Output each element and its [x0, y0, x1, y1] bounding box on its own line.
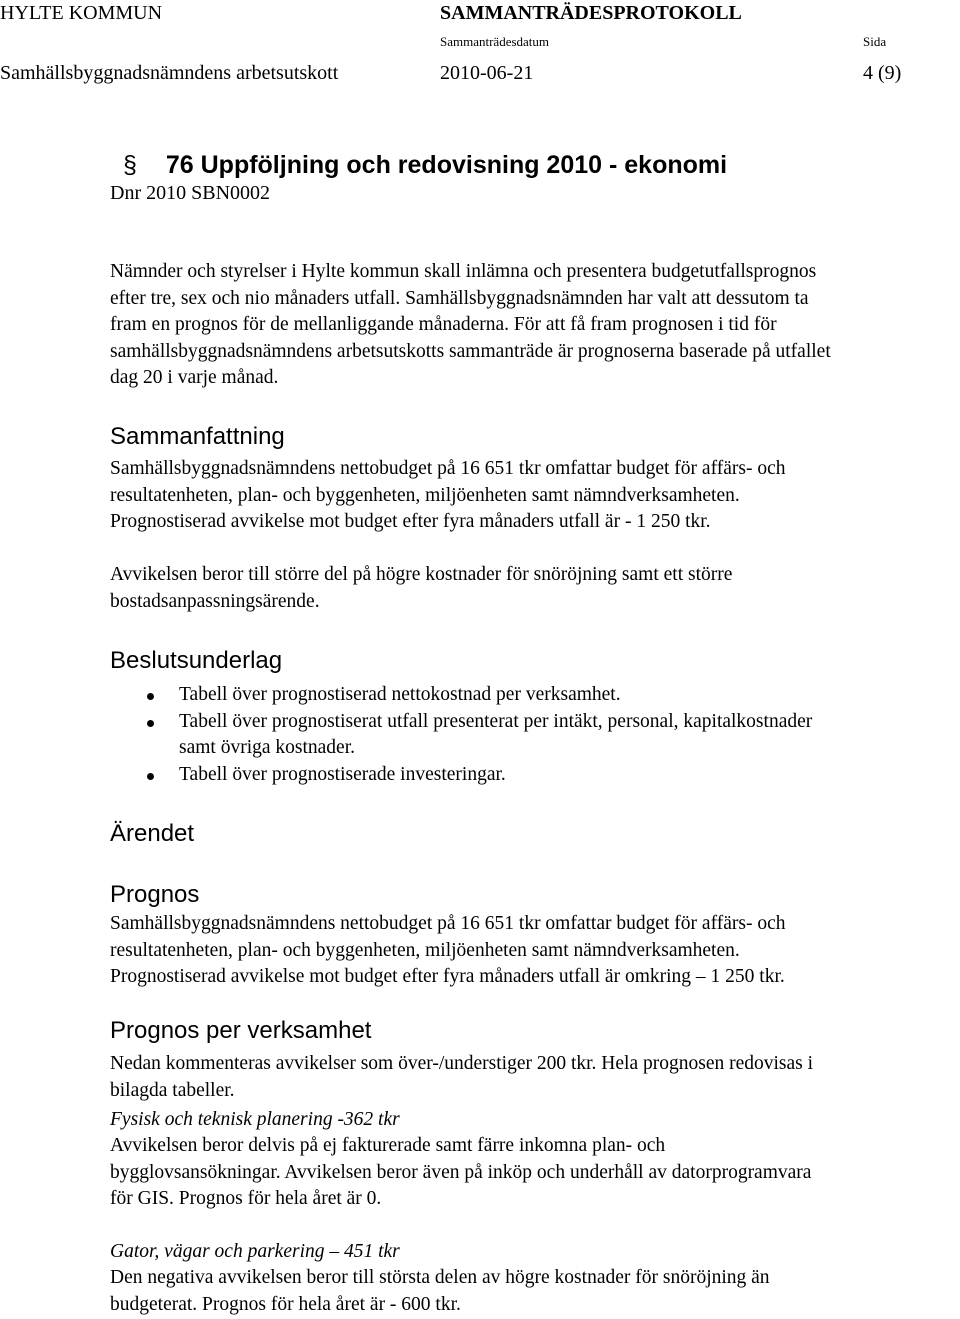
- text-line: Den negativa avvikelsen beror till största delen av högre kostnader för snöröjning än: [110, 1267, 770, 1288]
- text-line: bostadsanpassningsärende.: [110, 590, 320, 612]
- heading-sammanfattning: Sammanfattning: [110, 423, 285, 450]
- verksamhet-intro-paragraph: [110, 1051, 942, 1104]
- subheading-gator-vagar: Gator, vägar och parkering – 451 tkr: [110, 1241, 400, 1262]
- bullet-icon: [147, 720, 154, 727]
- committee-name: Samhällsbyggnadsnämndens arbetsutskott: [0, 62, 339, 84]
- sammanfattning-paragraph: [110, 456, 942, 536]
- date-label: Sammanträdesdatum: [440, 34, 550, 49]
- heading-beslutsunderlag: Beslutsunderlag: [110, 647, 283, 674]
- beslutsunderlag-list: [110, 682, 942, 788]
- text-line: Avvikelsen beror delvis på ej fakturerade samt färre inkomna plan- och: [110, 1135, 666, 1156]
- bullet-icon: [147, 693, 154, 700]
- page-label: Sida: [863, 34, 887, 49]
- text-line: Nämnder och styrelser i Hylte kommun skall inlämna och presentera budgetutfallsprognos: [110, 261, 817, 282]
- text-line: samhällsbyggnadsnämndens arbetsutskotts sammanträde är prognoserna baserade på utfallet: [110, 340, 831, 362]
- meeting-date: 2010-06-21: [440, 62, 534, 84]
- text-line: dag 20 i varje månad.: [110, 367, 279, 388]
- fysisk-planering-paragraph: [110, 1133, 942, 1213]
- heading-arendet: Ärendet: [110, 820, 195, 847]
- document-type: SAMMANTRÄDESPROTOKOLL: [440, 2, 742, 24]
- text-line: efter tre, sex och nio månaders utfall. Samhällsbyggnadsnämnden har valt att dessutom ta: [110, 287, 809, 309]
- text-line: bygglovsansökningar. Avvikelsen beror även på inköp och underhåll av datorprogramvara: [110, 1161, 812, 1183]
- org-name: HYLTE KOMMUN: [0, 2, 163, 24]
- heading-prognos-per-verksamhet: Prognos per verksamhet: [110, 1017, 372, 1044]
- text-line: fram en prognos för de mellanliggande månaderna. För att få fram prognosen i tid för: [110, 314, 777, 335]
- list-item: Tabell över prognostiserat utfall presenterat per intäkt, personal, kapitalkostnader samt övriga kostnader.: [110, 709, 942, 762]
- text-line: Avvikelsen beror till större del på högre kostnader för snöröjning samt ett större: [110, 564, 733, 585]
- gator-vagar-paragraph: [110, 1265, 942, 1318]
- text-line: Prognostiserad avvikelse mot budget efter fyra månaders utfall är - 1 250 tkr.: [110, 511, 711, 532]
- text-line: Samhällsbyggnadsnämndens nettobudget på 16 651 tkr omfattar budget för affärs- och: [110, 458, 786, 479]
- text-line: budgeterat. Prognos för hela året är - 600 tkr.: [110, 1293, 461, 1315]
- text-line: resultatenheten, plan- och byggenheten, miljöenheten samt nämndverksamheten.: [110, 939, 740, 961]
- text-line: för GIS. Prognos för hela året är 0.: [110, 1188, 382, 1209]
- section-title: 76 Uppföljning och redovisning 2010 - ekonomi: [165, 151, 728, 179]
- text-line: Samhällsbyggnadsnämndens nettobudget på 16 651 tkr omfattar budget för affärs- och: [110, 913, 786, 934]
- list-item: Tabell över prognostiserad nettokostnad per verksamhet.: [110, 682, 942, 709]
- list-item: Tabell över prognostiserade investeringar.: [110, 762, 942, 789]
- paragraph-symbol: §: [123, 151, 137, 179]
- section-title-row: [123, 150, 727, 180]
- subheading-fysisk-planering: Fysisk och teknisk planering -362 tkr: [110, 1109, 400, 1130]
- text-line: Nedan kommenteras avvikelser som över-/understiger 200 tkr. Hela prognosen redovisas i: [110, 1053, 814, 1074]
- prognos-paragraph: [110, 911, 942, 991]
- text-line: Prognostiserad avvikelse mot budget efter fyra månaders utfall är omkring – 1 250 tkr.: [110, 966, 785, 987]
- bullet-icon: [147, 773, 154, 780]
- intro-paragraph: [110, 259, 942, 392]
- text-line: resultatenheten, plan- och byggenheten, miljöenheten samt nämndverksamheten.: [110, 484, 740, 506]
- text-line: bilagda tabeller.: [110, 1079, 235, 1101]
- page-number: 4 (9): [863, 62, 902, 84]
- diary-number: Dnr 2010 SBN0002: [110, 182, 271, 204]
- sammanfattning-paragraph-2: [110, 562, 942, 615]
- heading-prognos: Prognos: [110, 881, 200, 908]
